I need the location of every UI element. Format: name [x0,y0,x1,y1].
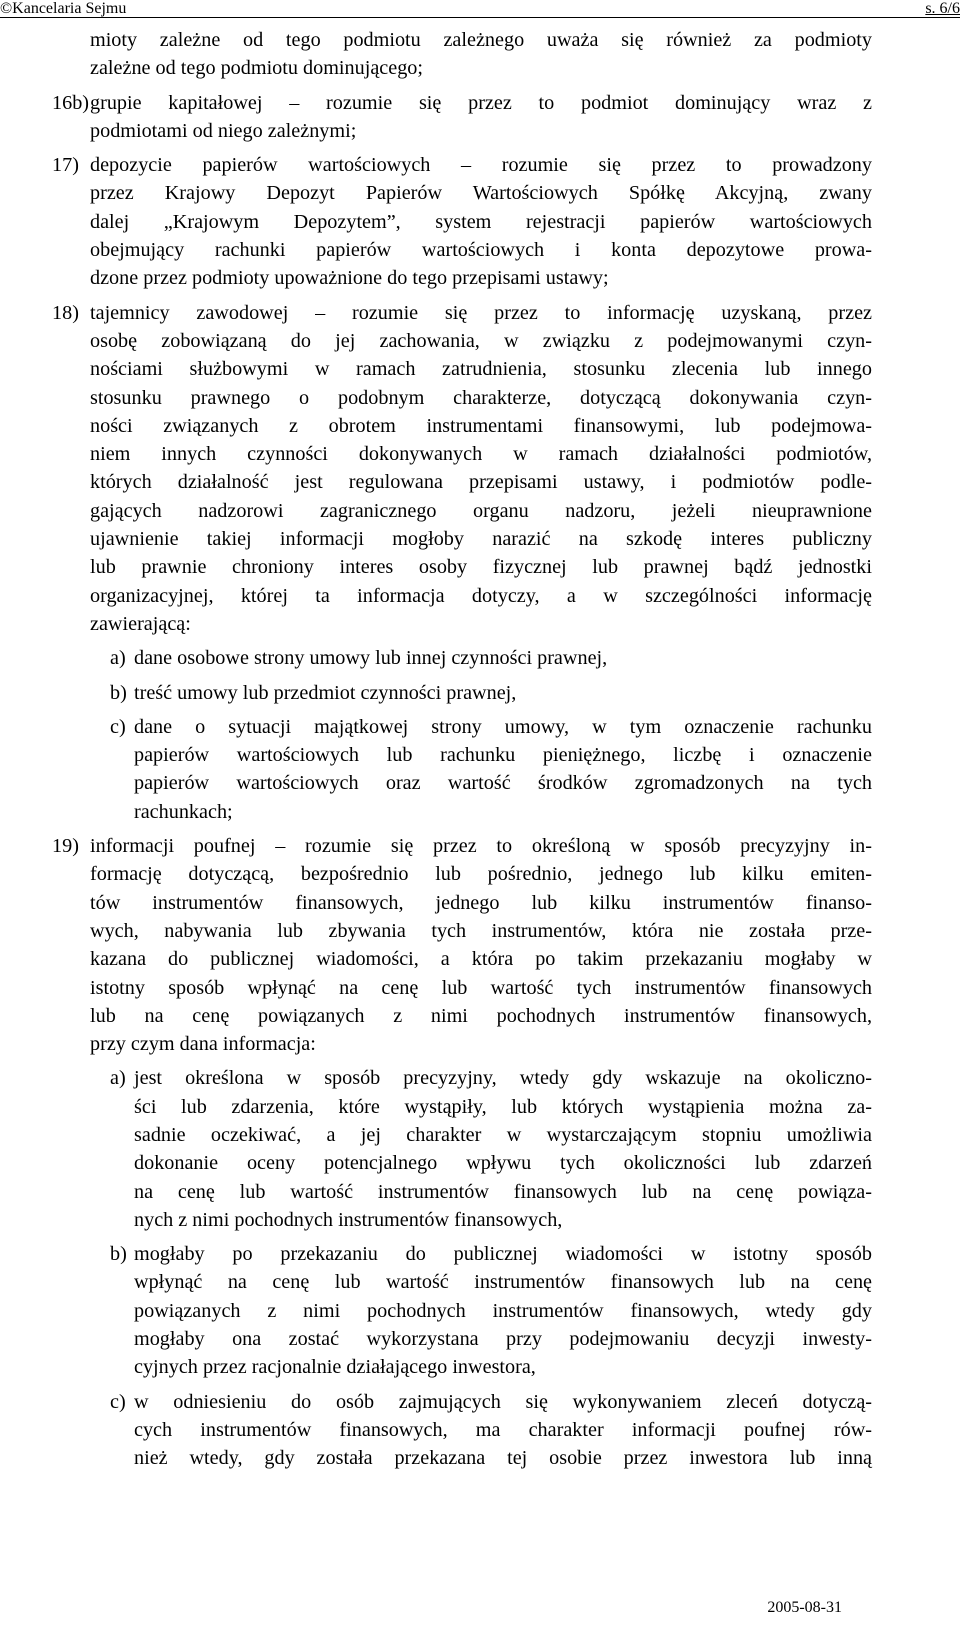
sub-item-letter: c) [110,715,126,738]
text-line: lub na cenę powiązanych z nimi pochodnych instrumentów finansowych, [90,1004,872,1027]
text-line: przy czym dana informacja: [90,1033,316,1056]
sub-item-letter: a) [110,647,126,670]
text-line: dane o sytuacji majątkowej strony umowy, w tym oznaczenie rachunku [134,715,872,738]
sub-item-letter: a) [110,1067,126,1090]
document-body [52,26,872,1479]
text-line: powiązanych z nimi pochodnych instrumentów finansowych, wtedy gdy [134,1299,872,1322]
text-line: których działalność jest regulowana przepisami ustawy, i podmiotów podle- [90,471,872,494]
footer-date: 2005-08-31 [767,1599,842,1616]
sub-item-19b [52,1240,872,1381]
header-source: ©Kancelaria Sejmu [0,0,127,17]
item-number: 18) [52,301,79,324]
sub-item-18a [52,644,872,672]
sub-item-19a [52,1064,872,1234]
text-line: treść umowy lub przedmiot czynności prawnej, [134,681,517,704]
text-line: dalej „Krajowym Depozytem”, system rejestracji papierów wartościowych [90,210,872,233]
text-line: informacji poufnej – rozumie się przez to określoną w sposób precyzyjny in- [90,835,872,858]
item-number: 19) [52,835,79,858]
text-line: mioty zależne od tego podmiotu zależnego uważa się również za podmioty [90,29,872,51]
text-line: formację dotyczącą, bezpośrednio lub pośrednio, jednego lub kilku emiten- [90,863,872,886]
item-number: 17) [52,154,79,177]
text-line: kazana do publicznej wiadomości, a która po takim przekazaniu mogłaby w [90,948,872,971]
definition-19 [52,832,872,1058]
definition-18 [52,299,872,639]
definition-16b [52,89,872,146]
text-line: zawierającą: [90,612,191,635]
text-line: ności związanych z obrotem instrumentami finansowymi, lub podejmowa- [90,414,872,437]
text-line: nych z nimi pochodnych instrumentów finansowych, [134,1208,563,1231]
definition-17 [52,151,872,292]
text-line: gających nadzorowi zagranicznego organu nadzoru, jeżeli nieuprawnione [90,499,872,522]
text-line: wych, nabywania lub zbywania tych instrumentów, która nie została prze- [90,919,872,942]
sub-item-18c [52,713,872,826]
sub-item-letter: b) [110,681,127,704]
text-line: papierów wartościowych oraz wartość środków zgromadzonych na tych [134,772,872,795]
text-line: podmiotami od niego zależnymi; [90,119,357,142]
text-line: papierów wartościowych lub rachunku pieniężnego, liczbę i oznaczenie [134,744,872,767]
text-line: sadnie oczekiwać, a jej charakter w wystarczającym stopniu umożliwia [134,1123,872,1146]
text-line: mogłaby ona zostać wykorzystana przy podejmowaniu decyzji inwesty- [134,1328,872,1351]
text-line: przez Krajowy Depozyt Papierów Wartościowych Spółkę Akcyjną, zwany [90,182,872,205]
continuation-paragraph [52,26,872,83]
text-line: dane osobowe strony umowy lub innej czynności prawnej, [134,647,608,670]
text-line: organizacyjnej, której ta informacja dotyczy, a w szczególności informację [90,584,872,607]
sub-item-19c [52,1388,872,1473]
text-line: obejmujący rachunki papierów wartościowych i konta depozytowe prowa- [90,239,872,262]
sub-item-18b [52,679,872,707]
text-line: tów instrumentów finansowych, jednego lub kilku instrumentów finanso- [90,891,872,914]
text-line: na cenę lub wartość instrumentów finansowych lub na cenę powiąza- [134,1180,872,1203]
text-line: niem innych czynności dokonywanych w ramach działalności podmiotów, [90,443,872,466]
text-line: osobę zobowiązaną do jej zachowania, w związku z podejmowanymi czyn- [90,329,872,352]
text-line: cych instrumentów finansowych, ma charakter informacji poufnej rów- [134,1418,872,1441]
text-line: depozycie papierów wartościowych – rozumie się przez to prowadzony [90,154,872,177]
text-line: istotny sposób wpłynąć na cenę lub wartość tych instrumentów finansowych [90,976,872,999]
text-line: nież wtedy, gdy została przekazana tej osobie przez inwestora lub inną [134,1447,872,1470]
header-page-number: s. 6/6 [925,0,960,17]
text-line: nościami służbowymi w ramach zatrudnienia, stosunku zlecenia lub innego [90,358,872,381]
text-line: lub prawnie chroniony interes osoby fizycznej lub prawnej bądź jednostki [90,556,872,579]
text-line: cyjnych przez racjonalnie działającego inwestora, [134,1356,536,1379]
text-line: rachunkach; [134,800,233,823]
sub-item-letter: c) [110,1390,126,1413]
text-line: mogłaby po przekazaniu do publicznej wiadomości w istotny sposób [134,1243,872,1266]
text-line: dzone przez podmioty upoważnione do tego przepisami ustawy; [90,267,609,290]
text-line: stosunku prawnego o podobnym charakterze, dotyczącą dokonywania czyn- [90,386,872,409]
text-line: ujawnienie takiej informacji mogłoby narazić na szkodę interes publiczny [90,528,872,551]
header-divider [0,17,960,18]
text-line: w odniesieniu do osób zajmujących się wykonywaniem zleceń dotyczą- [134,1390,872,1413]
text-line: tajemnicy zawodowej – rozumie się przez to informację uzyskaną, przez [90,301,872,324]
text-line: jest określona w sposób precyzyjny, wtedy gdy wskazuje na okoliczno- [134,1067,872,1090]
item-number: 16b) [52,91,90,114]
text-line: dokonanie oceny potencjalnego wpływu tych okoliczności lub zdarzeń [134,1152,872,1175]
text-line: grupie kapitałowej – rozumie się przez to podmiot dominujący wraz z [90,91,872,114]
sub-item-letter: b) [110,1243,127,1266]
text-line: zależne od tego podmiotu dominującego; [90,57,423,80]
text-line: wpłynąć na cenę lub wartość instrumentów finansowych lub na cenę [134,1271,872,1294]
text-line: ści lub zdarzenia, które wystąpiły, lub których wystąpienia można za- [134,1095,872,1118]
